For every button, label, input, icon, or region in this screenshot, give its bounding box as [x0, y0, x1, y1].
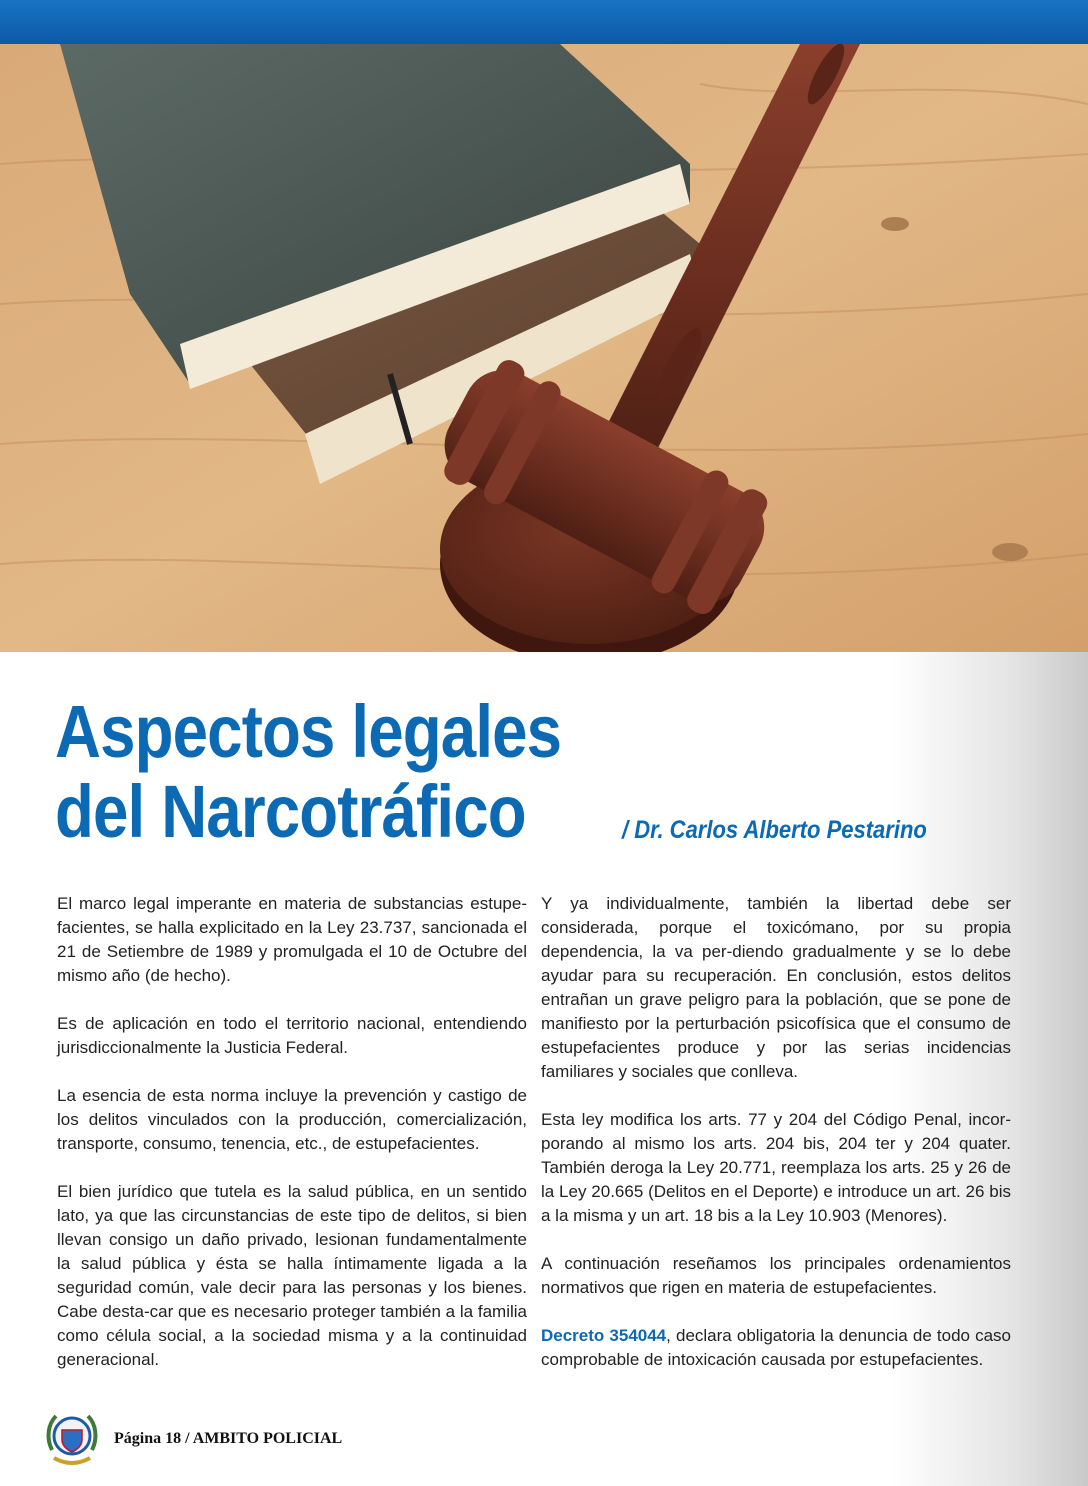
- paragraph: Es de aplicación en todo el territorio nacional, entendiendo jurisdiccionalmente la Justicia Federal.: [57, 1014, 527, 1057]
- article-title: [55, 692, 561, 852]
- decree-text: , declara obligatoria la denuncia de todo caso comprobable de intoxicación causada por estupefacientes.: [541, 1326, 1012, 1369]
- page-footer: [44, 1410, 464, 1470]
- article-column-right: [541, 892, 1011, 1396]
- paragraph: Esta ley modifica los arts. 77 y 204 del Código Penal, incor-porando al mismo los arts. 204 bis, 204 ter y 204 quater. También deroga la Ley 20.771, reemplaza los arts. 25 y 26 de la Ley 20.665 (Delitos en el Deporte) e introduce un art. 26 bis a la misma y un art. 18 bis a la Ley 10.903 (Menores).: [541, 1110, 1011, 1225]
- books-and-gavel-photo: [0, 44, 1088, 652]
- article-column-left: [57, 892, 527, 1396]
- decree-label: Decreto 354044: [541, 1326, 667, 1345]
- publication-name: / AMBITO POLICIAL: [185, 1430, 343, 1447]
- hero-photo: [0, 44, 1088, 652]
- paragraph: El marco legal imperante en materia de substancias estupe-facientes, se halla explicitado en la Ley 23.737, sancionada el 21 de Setiembre de 1989 y promulgada el 10 de Octubre del mismo año (de hecho).: [57, 894, 527, 985]
- police-seal-icon: [44, 1410, 100, 1470]
- paragraph: El bien jurídico que tutela es la salud pública, en un sentido lato, ya que las circunstancias de este tipo de delitos, si bien llevan consigo un daño privado, lesionan fundamentalmente la salud pública y ésta se halla íntimamente ligada a la seguridad común, vale decir para las personas y los bienes. Cabe desta-car que es necesario proteger también a la familia como célula social, a la sociedad misma y a la continuidad generacional.: [57, 1182, 527, 1369]
- paragraph: Y ya individualmente, también la libertad debe ser considerada, porque el toxicómano, por su propia dependencia, la va per-diendo gradualmente y se lo debe ayudar para su recuperación. En conclusión, estos delitos entrañan un grave peligro para la población, que se pone de manifiesto por la perturbación psicofísica que el consumo de estupefacientes produce y por las serias incidencias familiares y sociales que conlleva.: [541, 894, 1011, 1081]
- page-number: Página 18: [114, 1430, 182, 1447]
- top-color-bar: [0, 0, 1088, 44]
- paragraph: A continuación reseñamos los principales ordenamientos normativos que rigen en materia de estupefacientes.: [541, 1254, 1011, 1297]
- title-line-2: del Narcotráfico: [55, 770, 526, 853]
- page-number-label: [114, 1430, 342, 1448]
- decree-paragraph: [541, 1324, 1011, 1372]
- paragraph: La esencia de esta norma incluye la prevención y castigo de los delitos vinculados con la producción, comercialización, transporte, consumo, tenencia, etc., de estupefacientes.: [57, 1086, 527, 1153]
- article-author: / Dr. Carlos Alberto Pestarino: [622, 816, 927, 844]
- title-line-1: Aspectos legales: [55, 690, 562, 773]
